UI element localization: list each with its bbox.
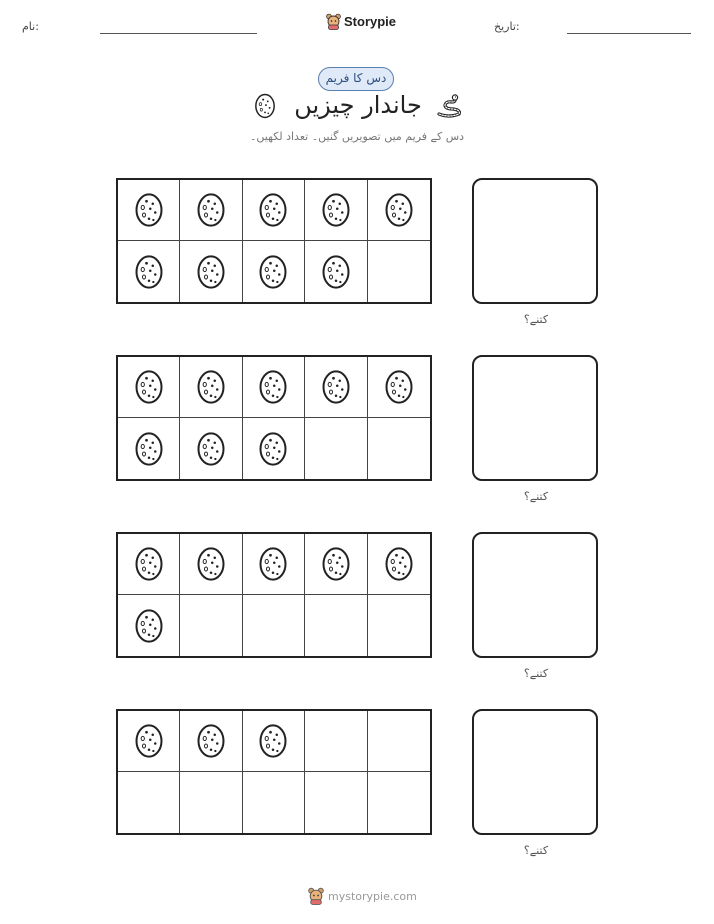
frame-cell [368, 711, 430, 772]
how-many-label: کتنے؟ [523, 313, 549, 326]
how-many-label: کتنے؟ [523, 490, 549, 503]
egg-icon [258, 722, 288, 760]
egg-icon [384, 191, 414, 229]
frame-cell [368, 241, 430, 302]
frame-cell [180, 418, 242, 479]
egg-icon [196, 722, 226, 760]
egg-icon [196, 368, 226, 406]
answer-box[interactable] [472, 178, 598, 304]
egg-icon [134, 430, 164, 468]
egg-icon [384, 368, 414, 406]
egg-icon [134, 607, 164, 645]
frame-cell [368, 418, 430, 479]
egg-icon [321, 545, 351, 583]
bear-icon [308, 887, 324, 905]
egg-icon [321, 191, 351, 229]
egg-icon [134, 545, 164, 583]
egg-icon [196, 545, 226, 583]
frame-cell [118, 418, 180, 479]
ten-frame [116, 709, 432, 835]
egg-icon [321, 253, 351, 291]
frame-cell [305, 180, 367, 241]
frame-cell [368, 357, 430, 418]
snake-icon [435, 94, 463, 118]
how-many-label: کتنے؟ [523, 667, 549, 680]
bear-icon [326, 13, 341, 30]
how-many-label: کتنے؟ [523, 844, 549, 857]
ten-frame [116, 178, 432, 304]
page-title: جاندار چیزیں [294, 91, 422, 119]
frame-cell [118, 772, 180, 833]
frame-cell [368, 595, 430, 656]
frame-cell [305, 711, 367, 772]
egg-icon [134, 722, 164, 760]
frame-cell [180, 241, 242, 302]
answer-box[interactable] [472, 532, 598, 658]
name-line [100, 33, 257, 34]
frame-cell [243, 534, 305, 595]
name-label: نام: [22, 20, 39, 33]
frame-cell [180, 180, 242, 241]
frame-cell [118, 357, 180, 418]
egg-icon [134, 191, 164, 229]
frame-cell [180, 711, 242, 772]
egg-icon [258, 430, 288, 468]
frame-cell [180, 357, 242, 418]
egg-icon [196, 430, 226, 468]
frame-cell [243, 357, 305, 418]
brand-logo [326, 13, 396, 30]
frame-cell [305, 595, 367, 656]
egg-icon [196, 191, 226, 229]
frame-cell [305, 772, 367, 833]
instructions: دس کے فریم میں تصویریں گنیں۔ تعداد لکھیں۔ [249, 130, 465, 143]
frame-cell [180, 772, 242, 833]
frame-cell [243, 595, 305, 656]
frame-cell [118, 241, 180, 302]
egg-icon [134, 368, 164, 406]
egg-icon [384, 545, 414, 583]
frame-cell [118, 534, 180, 595]
frame-cell [243, 772, 305, 833]
ten-frame [116, 532, 432, 658]
footer [308, 887, 417, 905]
egg-icon [321, 368, 351, 406]
frame-cell [118, 711, 180, 772]
frame-cell [243, 180, 305, 241]
frame-cell [180, 534, 242, 595]
frame-cell [305, 241, 367, 302]
ten-frame [116, 355, 432, 481]
frame-cell [368, 534, 430, 595]
answer-box[interactable] [472, 355, 598, 481]
date-label: تاریخ: [494, 20, 520, 33]
egg-icon [258, 545, 288, 583]
frame-cell [243, 711, 305, 772]
brand-name: Storypie [344, 14, 397, 29]
egg-icon [258, 368, 288, 406]
frame-cell [305, 418, 367, 479]
frame-cell [368, 180, 430, 241]
date-line [567, 33, 691, 34]
frame-cell [243, 418, 305, 479]
topic-badge: دس کا فریم [318, 67, 394, 91]
frame-cell [243, 241, 305, 302]
frame-cell [305, 534, 367, 595]
egg-icon [258, 253, 288, 291]
egg-icon [196, 253, 226, 291]
egg-icon [254, 93, 276, 119]
answer-box[interactable] [472, 709, 598, 835]
egg-icon [134, 253, 164, 291]
frame-cell [305, 357, 367, 418]
footer-url[interactable]: mystorypie.com [328, 889, 417, 903]
frame-cell [180, 595, 242, 656]
frame-cell [118, 595, 180, 656]
frame-cell [368, 772, 430, 833]
frame-cell [118, 180, 180, 241]
egg-icon [258, 191, 288, 229]
